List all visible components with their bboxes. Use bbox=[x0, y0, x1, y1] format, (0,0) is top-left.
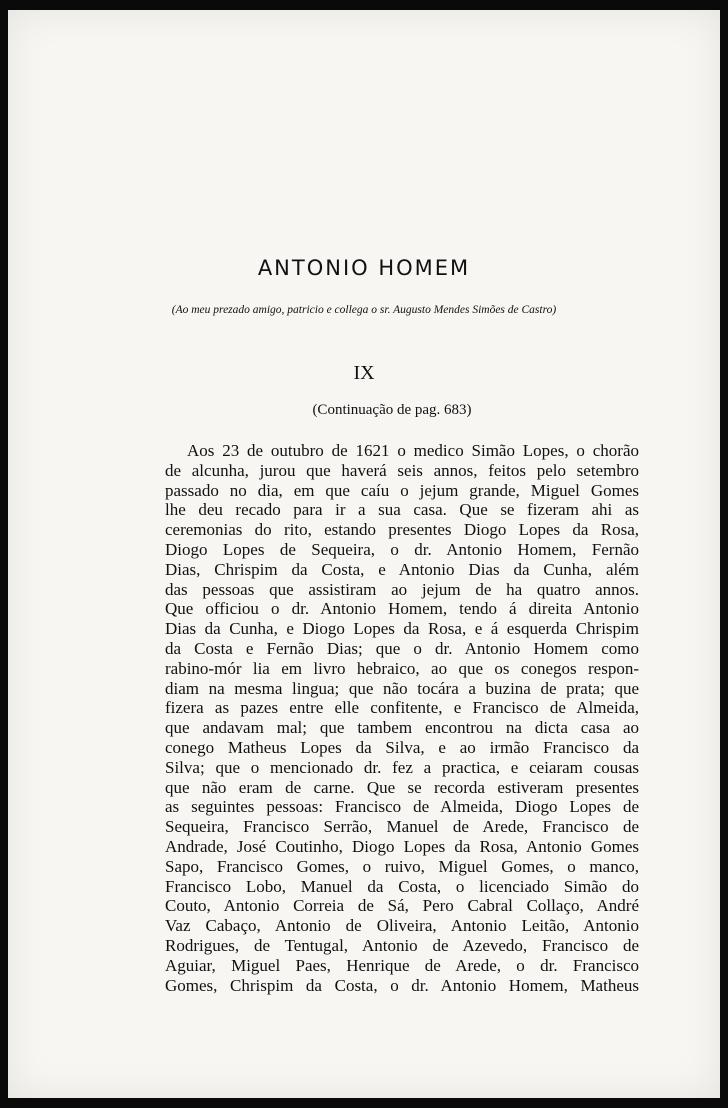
text-line: rabino-mór lia em livro hebraico, ao que os conegos respon- bbox=[165, 658, 639, 678]
body-text bbox=[165, 441, 639, 995]
book-page bbox=[8, 10, 720, 1098]
text-line: ceremonias do rito, estando presentes Diogo Lopes da Rosa, bbox=[165, 520, 639, 540]
page-title: ANTONIO HOMEM bbox=[257, 256, 471, 280]
text-line: de alcunha, jurou que haverá seis annos, feitos pelo setembro bbox=[165, 460, 639, 480]
text-line: lhe deu recado para ir a sua casa. Que se fizeram ahi as bbox=[165, 500, 639, 520]
text-line: as seguintes pessoas: Francisco de Almeida, Diogo Lopes de bbox=[165, 797, 639, 817]
text-line: passado no dia, em que caíu o jejum grande, Miguel Gomes bbox=[165, 480, 639, 500]
text-line: Gomes, Chrispim da Costa, o dr. Antonio Homem, Matheus bbox=[165, 975, 639, 995]
text-line: diam na mesma lingua; que não tocára a buzina de prata; que bbox=[165, 678, 639, 698]
text-line: Diogo Lopes de Sequeira, o dr. Antonio Homem, Fernão bbox=[165, 539, 639, 559]
text-line: da Costa e Fernão Dias; que o dr. Antonio Homem como bbox=[165, 638, 639, 658]
text-line: Dias da Cunha, e Diogo Lopes da Rosa, e á esquerda Chrispim bbox=[165, 619, 639, 639]
continuation-note: (Continuação de pag. 683) bbox=[312, 402, 472, 418]
text-line: Sapo, Francisco Gomes, o ruivo, Miguel Gomes, o manco, bbox=[165, 856, 639, 876]
text-line: Que officiou o dr. Antonio Homem, tendo á direita Antonio bbox=[165, 599, 639, 619]
chapter-number: IX bbox=[353, 362, 375, 384]
text-line: Andrade, José Coutinho, Diogo Lopes da Rosa, Antonio Gomes bbox=[165, 836, 639, 856]
text-line: Aos 23 de outubro de 1621 o medico Simão Lopes, o chorão bbox=[187, 441, 639, 460]
text-line: das pessoas que assistiram ao jejum de ha quatro annos. bbox=[165, 579, 639, 599]
text-line: Vaz Cabaço, Antonio de Oliveira, Antonio Leitão, Antonio bbox=[165, 916, 639, 936]
text-line: que não eram de carne. Que se recorda estiveram presentes bbox=[165, 777, 639, 797]
text-line: Sequeira, Francisco Serrão, Manuel de Arede, Francisco de bbox=[165, 817, 639, 837]
dedication: (Ao meu prezado amigo, patricio e collega o sr. Augusto Mendes Simões de Castro) bbox=[171, 304, 557, 316]
text-line: conego Matheus Lopes da Silva, e ao irmão Francisco da bbox=[165, 737, 639, 757]
text-line: Silva; que o mencionado dr. fez a practica, e ceiaram cousas bbox=[165, 757, 639, 777]
text-line: fizera as pazes entre elle confitente, e Francisco de Almeida, bbox=[165, 698, 639, 718]
text-line: que andavam mal; que tambem encontrou na dicta casa ao bbox=[165, 718, 639, 738]
text-line: Dias, Chrispim da Costa, e Antonio Dias da Cunha, além bbox=[165, 559, 639, 579]
text-line: Francisco Lobo, Manuel da Costa, o licenciado Simão do bbox=[165, 876, 639, 896]
text-line: Couto, Antonio Correia de Sá, Pero Cabral Collaço, André bbox=[165, 896, 639, 916]
text-line: Rodrigues, de Tentugal, Antonio de Azevedo, Francisco de bbox=[165, 935, 639, 955]
text-line: Aguiar, Miguel Paes, Henrique de Arede, o dr. Francisco bbox=[165, 955, 639, 975]
